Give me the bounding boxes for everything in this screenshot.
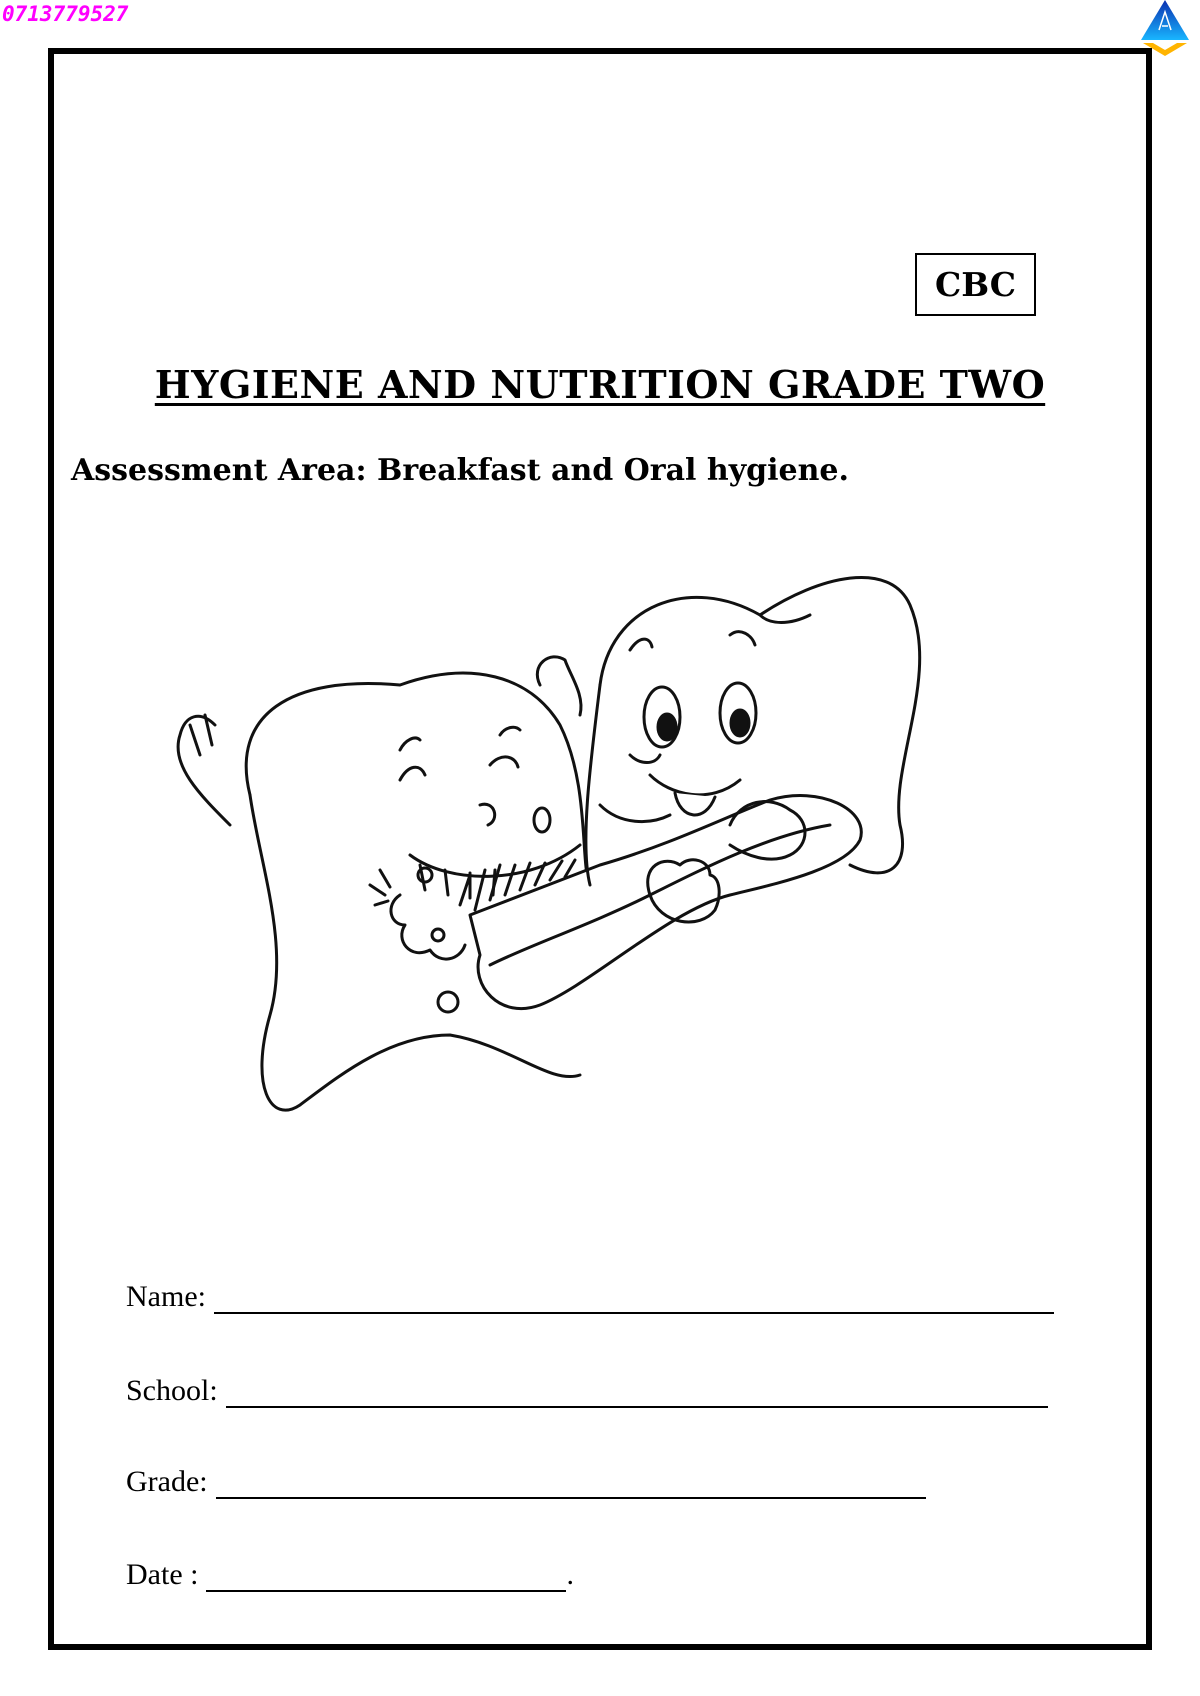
name-label: Name: (126, 1280, 206, 1313)
grade-input-line[interactable] (216, 1471, 926, 1499)
grade-label: Grade: (126, 1465, 208, 1498)
school-field[interactable] (126, 1374, 1048, 1408)
grade-field[interactable] (126, 1465, 926, 1499)
phone-number: 0713779527 (2, 2, 129, 26)
date-label: Date : (126, 1558, 199, 1591)
cbc-badge: CBC (915, 253, 1036, 316)
date-input-line[interactable] (206, 1564, 566, 1592)
school-label: School: (126, 1374, 218, 1407)
name-input-line[interactable] (214, 1286, 1054, 1314)
name-field[interactable] (126, 1280, 1054, 1314)
teeth-brushing-illustration (170, 565, 970, 1180)
assessment-area: Assessment Area: Breakfast and Oral hygiene. (71, 453, 849, 488)
school-input-line[interactable] (226, 1380, 1048, 1408)
date-suffix: . (566, 1558, 574, 1591)
page-title: HYGIENE AND NUTRITION GRADE TWO (154, 362, 1046, 407)
date-field[interactable] (126, 1558, 574, 1592)
